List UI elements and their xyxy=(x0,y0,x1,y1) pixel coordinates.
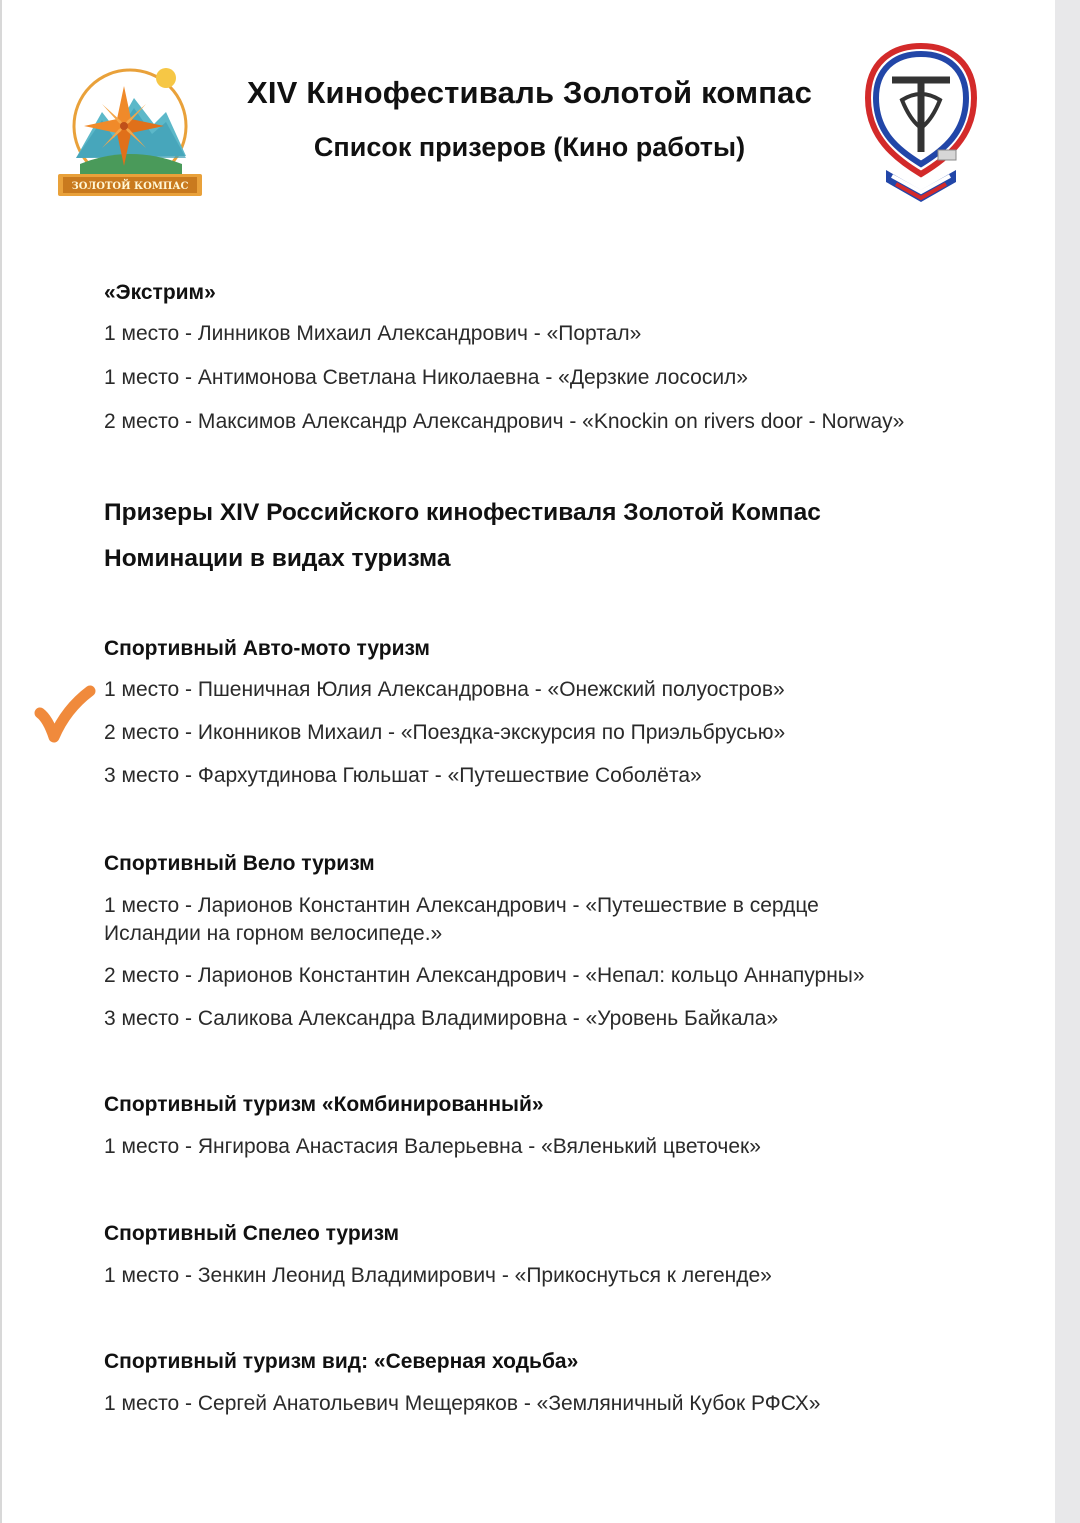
list-item: 1 место - Зенкин Леонид Владимирович - «Прикоснуться к легенде» xyxy=(104,1264,772,1287)
svg-text:ЗОЛОТОЙ КОМПАС: ЗОЛОТОЙ КОМПАС xyxy=(71,181,189,192)
section-heading-auto-moto: Спортивный Авто-мото туризм xyxy=(104,637,430,660)
list-item: 1 место - Янгирова Анастасия Валерьевна - «Вяленький цветочек» xyxy=(104,1135,761,1158)
tourism-emblem-logo-icon xyxy=(862,40,980,205)
list-item: 1 место - Линников Михаил Александрович - «Портал» xyxy=(104,322,642,345)
section-heading-nordic-walking: Спортивный туризм вид: «Северная ходьба» xyxy=(104,1350,579,1373)
list-item: 1 место - Пшеничная Юлия Александровна - «Онежский полуостров» xyxy=(104,678,785,701)
list-item: 3 место - Фархутдинова Гюльшат - «Путешествие Соболёта» xyxy=(104,764,702,787)
list-item: 3 место - Саликова Александра Владимировна - «Уровень Байкала» xyxy=(104,1007,779,1030)
document-subtitle: Список призеров (Кино работы) xyxy=(313,132,746,162)
list-item: 2 место - Ларионов Константин Александрович - «Непал: кольцо Аннапурны» xyxy=(104,964,865,987)
section-heading-combined: Спортивный туризм «Комбинированный» xyxy=(104,1093,544,1116)
list-item: 2 место - Иконников Михаил - «Поездка-экскурсия по Приэльбрусью» xyxy=(104,721,786,744)
document-title: XIV Кинофестиваль Золотой компас xyxy=(246,75,813,110)
section-heading-speleo: Спортивный Спелео туризм xyxy=(104,1222,400,1245)
handdrawn-checkmark-icon xyxy=(32,683,98,749)
section-heading-velo: Спортивный Вело туризм xyxy=(104,852,375,875)
nominations-heading: Номинации в видах туризма xyxy=(104,545,451,572)
list-item: 2 место - Максимов Александр Александрович - «Knockin on rivers door - Norway» xyxy=(104,410,905,433)
list-item: 1 место - Ларионов Константин Александрович - «Путешествие в сердце Исландии на горном велосипеде.» xyxy=(104,894,819,945)
winners-heading: Призеры XIV Российского кинофестиваля Золотой Компас xyxy=(104,499,821,526)
list-item: 1 место - Антимонова Светлана Николаевна - «Дерзкие лососил» xyxy=(104,366,748,389)
section-heading-extreme: «Экстрим» xyxy=(104,281,216,304)
list-item: 1 место - Сергей Анатольевич Мещеряков - «Земляничный Кубок РФСХ» xyxy=(104,1392,821,1415)
